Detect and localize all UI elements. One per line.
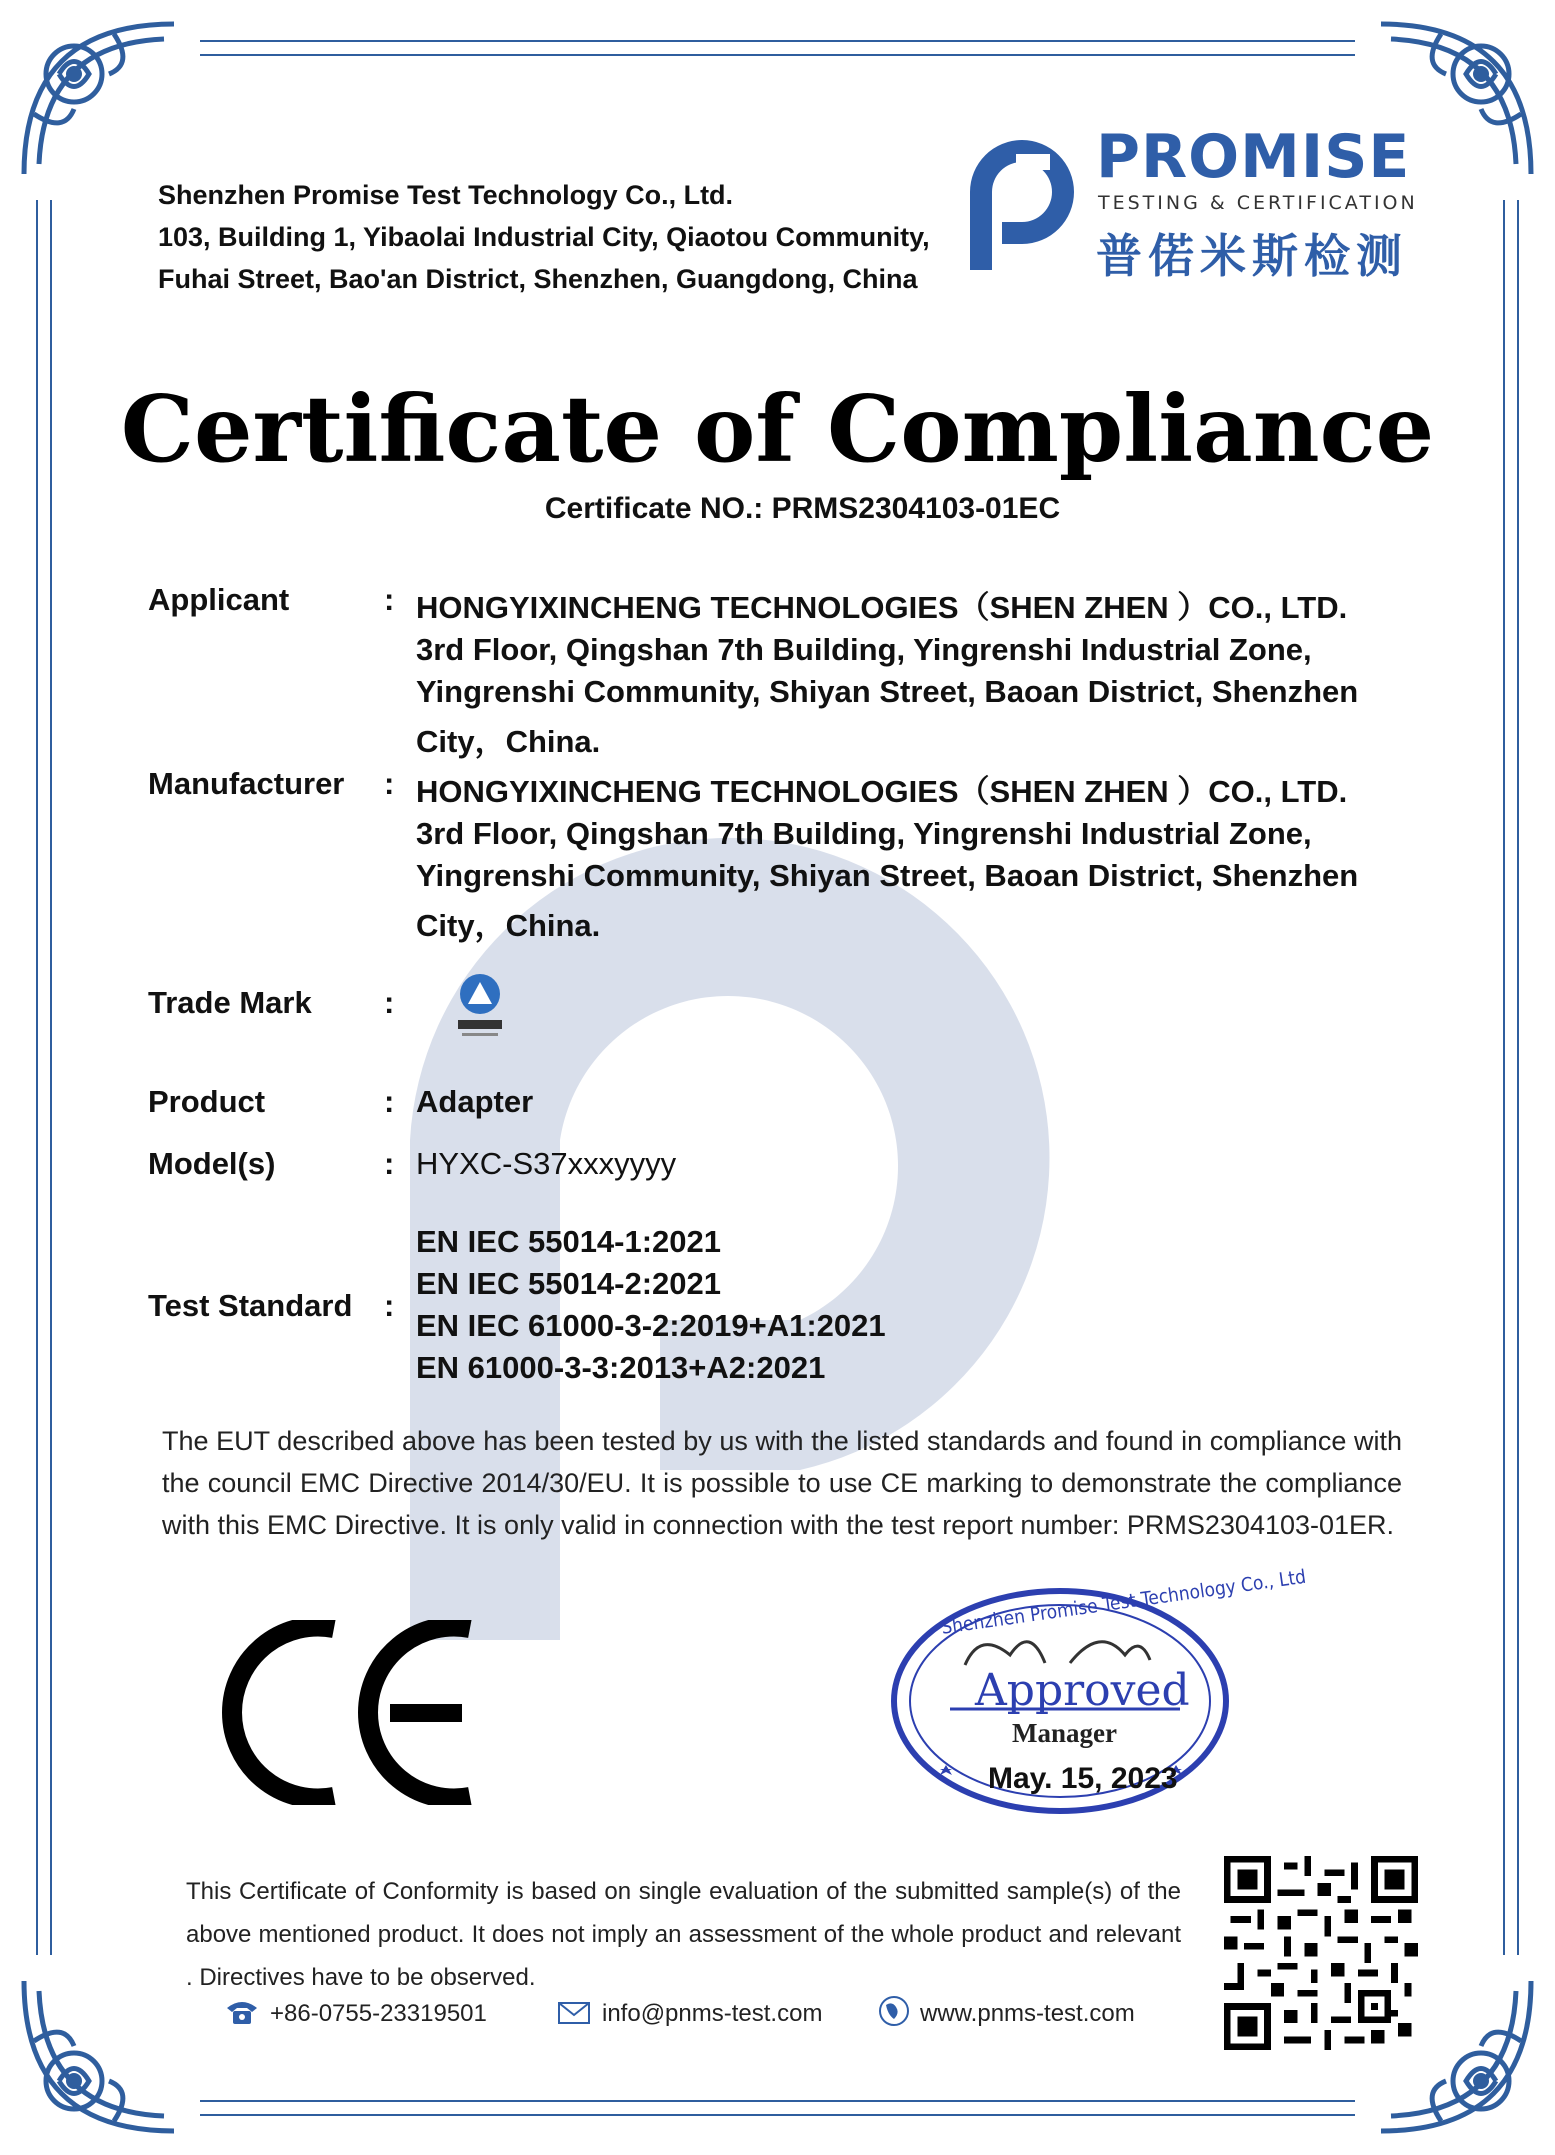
manufacturer-label: Manufacturer — [148, 766, 345, 801]
issuer-address-line1: 103, Building 1, Yibaolai Industrial City, Qiaotou Community, — [158, 222, 930, 252]
stamp-date: May. 15, 2023 — [988, 1762, 1178, 1795]
product-label: Product — [148, 1084, 266, 1119]
stamp-manager-text: Manager — [1012, 1718, 1117, 1748]
trademark-logo-image — [452, 970, 508, 1040]
border-top-line — [200, 40, 1355, 42]
manufacturer-colon: : — [384, 766, 395, 801]
qr-code — [1224, 1856, 1418, 2050]
contact-website: www.pnms-test.com — [920, 2000, 1135, 2027]
border-bottom-line — [200, 2100, 1355, 2102]
product-colon: : — [384, 1084, 395, 1119]
test-standard-colon: : — [384, 1288, 395, 1323]
manufacturer-address-line2: Yingrenshi Community, Shiyan Street, Baoan District, Shenzhen — [416, 858, 1359, 893]
stamp-organization-text: Shenzhen Promise Test Technology Co., Ltd — [939, 1565, 1308, 1639]
contact-phone: +86-0755-23319501 — [270, 2000, 487, 2027]
trademark-label: Trade Mark — [148, 985, 312, 1020]
logo-wordmark: PROMISE — [1096, 122, 1411, 192]
models-label: Model(s) — [148, 1146, 276, 1181]
compliance-statement: The EUT described above has been tested by us with the listed standards and found in compliance with the council EMC Directive 2014/30/EU. It is possible to use CE marking to demonstrate the compliance with this EMC Directive. It is only valid in connection with the test report number: PRMS2304103-01ER. — [162, 1426, 1402, 1540]
conformity-disclaimer: This Certificate of Conformity is based on single evaluation of the submitted sample(s) of the above mentioned product. It does not imply an assessment of the whole product and relevant . Directives have to be observed. — [186, 1878, 1181, 1991]
corner-ornament-top-left — [14, 14, 184, 184]
border-top-line-2 — [200, 54, 1355, 56]
manufacturer-address-line3: City，China. — [416, 908, 601, 943]
promise-logo-icon — [950, 130, 1075, 270]
contact-email: info@pnms-test.com — [602, 2000, 823, 2027]
test-standard-label: Test Standard — [148, 1288, 353, 1323]
applicant-address-line2: Yingrenshi Community, Shiyan Street, Baoan District, Shenzhen — [416, 674, 1359, 709]
applicant-label: Applicant — [148, 582, 290, 617]
border-bottom-line-2 — [200, 2114, 1355, 2116]
models-colon: : — [384, 1146, 395, 1181]
manufacturer-address-line1: 3rd Floor, Qingshan 7th Building, Yingrenshi Industrial Zone, — [416, 816, 1312, 851]
applicant-address-line3: City，China. — [416, 724, 601, 759]
certificate-number: Certificate NO.: PRMS2304103-01EC — [544, 492, 1061, 525]
ce-mark-icon — [222, 1620, 477, 1805]
test-standard-item: EN IEC 55014-1:2021 — [416, 1224, 722, 1259]
applicant-name: HONGYIXINCHENG TECHNOLOGIES（SHEN ZHEN ）CO., LTD. — [416, 590, 1348, 625]
issuer-address-line2: Fuhai Street, Bao'an District, Shenzhen, Guangdong, China — [158, 264, 918, 294]
manufacturer-name: HONGYIXINCHENG TECHNOLOGIES（SHEN ZHEN ）CO., LTD. — [416, 774, 1348, 809]
product-value: Adapter — [416, 1084, 534, 1119]
trademark-colon: : — [384, 985, 395, 1020]
certificate-title: Certificate of Compliance — [120, 375, 1435, 483]
test-standard-item: EN 61000-3-3:2013+A2:2021 — [416, 1350, 826, 1385]
logo-chinese-name: 普偌米斯检测 — [1096, 229, 1408, 283]
stamp-approved-text: Approved — [975, 1665, 1190, 1716]
models-value: HYXC-S37xxxyyyy — [416, 1146, 677, 1181]
applicant-address-line1: 3rd Floor, Qingshan 7th Building, Yingrenshi Industrial Zone, — [416, 632, 1312, 667]
test-standard-item: EN IEC 61000-3-2:2019+A1:2021 — [416, 1308, 886, 1343]
applicant-colon: : — [384, 582, 395, 617]
logo-subtitle: TESTING & CERTIFICATION — [1098, 192, 1418, 214]
test-standard-item: EN IEC 55014-2:2021 — [416, 1266, 722, 1301]
phone-icon — [225, 1998, 259, 2026]
email-icon — [558, 2002, 590, 2024]
issuer-company-name: Shenzhen Promise Test Technology Co., Ltd. — [158, 180, 734, 210]
corner-ornament-bottom-left — [14, 1971, 184, 2141]
globe-icon — [878, 1995, 910, 2027]
